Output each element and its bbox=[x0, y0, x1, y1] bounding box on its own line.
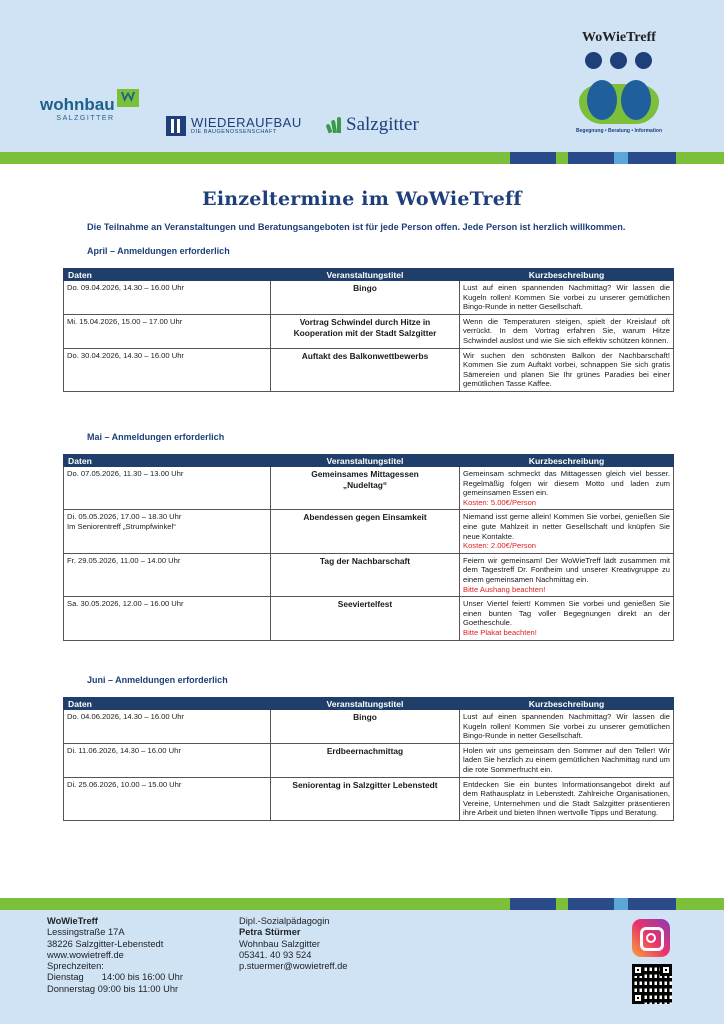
intro-text: Die Teilnahme an Veranstaltungen und Beratungsangeboten ist für jede Person offen. Jede Person ist herzlich willkommen. bbox=[87, 222, 626, 232]
event-title-cell bbox=[271, 710, 460, 744]
section-heading-juni: Juni – Anmeldungen erforderlich bbox=[87, 675, 228, 685]
event-date: Di. 25.06.2026, 10.00 – 15.00 Uhr bbox=[67, 779, 182, 789]
column-header-title: Veranstaltungstitel bbox=[271, 698, 460, 710]
wiederaufbau-logo bbox=[166, 116, 302, 136]
footer-contact-org: Wohnbau Salzgitter bbox=[239, 938, 320, 949]
event-description-cell bbox=[460, 777, 674, 820]
event-description: Entdecken Sie ein buntes Informationsangebot direkt auf dem Rathausplatz in Lebenstedt. Zahlreiche Organisationen, Vereine, Unternehmen und die Stadt Salzgitter präsentieren ihre Arbeit und bieten Ihnen wertvolle Tipps und Beratung. bbox=[463, 779, 670, 818]
salzgitter-logo-word: Salzgitter bbox=[346, 114, 419, 135]
footer-hours-label: Sprechzeiten: bbox=[47, 961, 104, 972]
event-description-cell bbox=[460, 314, 674, 348]
wiederaufbau-logo-word: WIEDERAUFBAU bbox=[191, 115, 302, 130]
event-title: Seeviertelfest bbox=[337, 599, 393, 610]
wowietreff-logo-tagline: Begegnung • Beratung • Information bbox=[576, 128, 662, 134]
footer-website-link[interactable]: www.wowietreff.de bbox=[47, 949, 124, 960]
column-header-date: Daten bbox=[64, 455, 271, 467]
event-date-cell bbox=[64, 743, 271, 777]
event-description-cell bbox=[460, 743, 674, 777]
event-title-cell bbox=[271, 348, 460, 391]
wiederaufbau-logo-sub: DIE BAUGENOSSENSCHAFT bbox=[191, 129, 277, 135]
event-description-cell bbox=[460, 597, 674, 640]
events-table-mai bbox=[63, 454, 674, 641]
event-date-cell bbox=[64, 710, 271, 744]
wowietreff-logo-title: WoWieTreff bbox=[582, 30, 656, 45]
footer-contact-role: Dipl.-Sozialpädagogin bbox=[239, 916, 330, 926]
event-date-cell bbox=[64, 510, 271, 553]
event-date: Di. 05.05.2026, 17.00 – 18.30 Uhr bbox=[67, 512, 182, 522]
event-description: Holen wir uns gemeinsam den Sommer auf den Teller! Wir laden Sie herzlich zu einem gemütlichen Nachmittag rund um die rote Sommerfrucht ein. bbox=[463, 745, 670, 774]
event-date-cell bbox=[64, 777, 271, 820]
event-date-cell bbox=[64, 281, 271, 315]
event-date-cell bbox=[64, 467, 271, 510]
page-title: Einzeltermine im WoWieTreff bbox=[202, 188, 522, 210]
event-description: Gemeinsam schmeckt das Mittagessen gleich viel besser. Regelmäßig folgen wir diesem Motto und laden zum gemeinsamen Essen ein. bbox=[463, 469, 670, 498]
events-table-juni bbox=[63, 697, 674, 821]
footer-contact bbox=[239, 916, 347, 972]
event-note: Kosten: 5.00€/Person bbox=[463, 497, 537, 507]
column-header-date: Daten bbox=[64, 698, 271, 710]
event-title: Seniorentag in Salzgitter Lebenstedt bbox=[292, 779, 438, 790]
column-header-desc: Kurzbeschreibung bbox=[460, 698, 674, 710]
table-row bbox=[64, 314, 674, 348]
event-description: Wir suchen den schönsten Balkon der Nachbarschaft! Kommen Sie zum Auftakt vorbei, schnappen Sie sich gratis Sämereien und planen Sie Ihr grünes Paradies bei einer gemütlichen Tasse Kaffee. bbox=[463, 350, 670, 389]
wowietreff-people-icon bbox=[579, 52, 659, 124]
event-title: Tag der Nachbarschaft bbox=[319, 555, 411, 566]
footer-address bbox=[47, 916, 183, 995]
footer-hours-tuesday: Dienstag 14:00 bis 16:00 Uhr bbox=[47, 972, 183, 983]
event-title: Gemeinsames Mittagessen bbox=[311, 469, 419, 479]
event-title-cell bbox=[271, 510, 460, 553]
event-description: Niemand isst gerne allein! Kommen Sie vorbei, genießen Sie eine gute Mahlzeit in netter Gesellschaft und knüpfen Sie neue Kontakte. bbox=[463, 512, 670, 541]
footer-contact-name: Petra Stürmer bbox=[239, 927, 301, 938]
event-note: Bitte Plakat beachten! bbox=[463, 627, 537, 637]
wohnbau-mark-icon bbox=[117, 89, 139, 107]
wiederaufbau-mark-icon bbox=[166, 116, 186, 136]
event-date: Sa. 30.05.2026, 12.00 – 16.00 Uhr bbox=[67, 599, 184, 609]
event-description: Lust auf einen spannenden Nachmittag? Wir lassen die Kugeln rollen! Kommen Sie vorbei zu unserer gemütlichen Bingo-Runde in netter Gesellschaft. bbox=[463, 712, 670, 741]
wohnbau-logo bbox=[40, 95, 115, 122]
wohnbau-logo-sub: SALZGITTER bbox=[56, 115, 115, 122]
footer-street: Lessingstraße 17A bbox=[47, 927, 125, 938]
event-description: Unser Viertel feiert! Kommen Sie vorbei und genießen Sie einen bunten Tag voller Begegnungen direkt an der Goetheschule. bbox=[463, 599, 670, 628]
event-title: Vortrag Schwindel durch Hitze in Kooperation mit der Stadt Salzgitter bbox=[293, 316, 437, 338]
table-header-row bbox=[64, 269, 674, 281]
table-row bbox=[64, 281, 674, 315]
event-date-cell bbox=[64, 348, 271, 391]
footer-hours-thursday: Donnerstag 09:00 bis 11:00 Uhr bbox=[47, 983, 179, 994]
event-title-cell bbox=[271, 777, 460, 820]
event-date: Do. 30.04.2026, 14.30 – 16.00 Uhr bbox=[67, 350, 184, 360]
column-header-date: Daten bbox=[64, 269, 271, 281]
table-header-row bbox=[64, 455, 674, 467]
event-date: Do. 07.05.2026, 11.30 – 13.00 Uhr bbox=[67, 469, 184, 478]
table-row bbox=[64, 467, 674, 510]
column-header-desc: Kurzbeschreibung bbox=[460, 269, 674, 281]
column-header-desc: Kurzbeschreibung bbox=[460, 455, 674, 467]
event-description-cell bbox=[460, 553, 674, 596]
event-location: Im Seniorentreff „Strumpfwinkel“ bbox=[67, 521, 176, 531]
wowietreff-logo bbox=[564, 30, 674, 134]
table-row bbox=[64, 597, 674, 640]
event-title-cell bbox=[271, 467, 460, 510]
event-title-cell bbox=[271, 597, 460, 640]
event-title-cell bbox=[271, 281, 460, 315]
event-date: Fr. 29.05.2026, 11.00 – 14.00 Uhr bbox=[67, 555, 181, 565]
column-header-title: Veranstaltungstitel bbox=[271, 269, 460, 281]
table-row bbox=[64, 777, 674, 820]
footer-contact-phone: 05341. 40 93 524 bbox=[239, 949, 312, 960]
table-row bbox=[64, 743, 674, 777]
event-date: Do. 09.04.2026, 14.30 – 16.00 Uhr bbox=[67, 283, 184, 292]
event-date-cell bbox=[64, 553, 271, 596]
event-date: Di. 11.06.2026, 14.30 – 16.00 Uhr bbox=[67, 745, 181, 755]
section-heading-april: April – Anmeldungen erforderlich bbox=[87, 246, 230, 256]
table-row bbox=[64, 553, 674, 596]
event-title: Abendessen gegen Einsamkeit bbox=[303, 512, 427, 523]
table-header-row bbox=[64, 698, 674, 710]
footer-name: WoWieTreff bbox=[47, 916, 98, 926]
event-note: Kosten: 2.00€/Person bbox=[463, 541, 537, 551]
event-title-cell bbox=[271, 743, 460, 777]
table-row bbox=[64, 348, 674, 391]
event-description-cell bbox=[460, 467, 674, 510]
event-date: Mi. 15.04.2026, 15.00 – 17.00 Uhr bbox=[67, 316, 183, 326]
event-title-cell bbox=[271, 314, 460, 348]
event-description-cell bbox=[460, 710, 674, 744]
event-description-cell bbox=[460, 510, 674, 553]
column-header-title: Veranstaltungstitel bbox=[271, 455, 460, 467]
event-description: Lust auf einen spannenden Nachmittag? Wir lassen die Kugeln rollen! Kommen Sie vorbei zu unserer gemütlichen Bingo-Runde in netter Gesellschaft. bbox=[463, 283, 670, 312]
header-stripe bbox=[0, 152, 724, 164]
event-date-cell bbox=[64, 597, 271, 640]
table-row bbox=[64, 710, 674, 744]
salzgitter-logo bbox=[326, 114, 419, 136]
footer-stripe bbox=[0, 898, 724, 910]
table-row bbox=[64, 510, 674, 553]
footer-city: 38226 Salzgitter-Lebenstedt bbox=[47, 938, 164, 949]
event-subtitle: „Nudeltag“ bbox=[342, 480, 388, 490]
event-title-cell bbox=[271, 553, 460, 596]
event-note: Bitte Aushang beachten! bbox=[463, 584, 546, 594]
instagram-icon[interactable] bbox=[632, 919, 670, 957]
event-description-cell bbox=[460, 281, 674, 315]
event-description: Feiern wir gemeinsam! Der WoWieTreff lädt zusammen mit dem Tagestreff Dr. Fontheim und unserer Kreativgruppe zu einem gemeinsamen Nachmittag ein. bbox=[463, 555, 670, 584]
events-table-april bbox=[63, 268, 674, 392]
event-description: Wenn die Temperaturen steigen, spielt der Kreislauf oft verrückt. In dem Vortrag erfahren Sie, warum Hitze Schwindel auslöst und wie Sie sich effektiv schützen können. bbox=[463, 316, 670, 345]
event-title: Erdbeernachmittag bbox=[326, 745, 404, 756]
event-date: Do. 04.06.2026, 14.30 – 16.00 Uhr bbox=[67, 712, 184, 721]
section-heading-mai: Mai – Anmeldungen erforderlich bbox=[87, 432, 225, 442]
event-title: Auftakt des Balkonwettbewerbs bbox=[301, 350, 429, 361]
event-title: Bingo bbox=[353, 283, 377, 293]
event-title: Bingo bbox=[353, 712, 377, 722]
wohnbau-logo-word: wohnbau bbox=[40, 95, 115, 114]
event-date-cell bbox=[64, 314, 271, 348]
event-description-cell bbox=[460, 348, 674, 391]
qr-code-icon bbox=[632, 964, 672, 1004]
salzgitter-mark-icon bbox=[326, 117, 344, 133]
footer-contact-email-link[interactable]: p.stuermer@wowietreff.de bbox=[239, 961, 348, 972]
